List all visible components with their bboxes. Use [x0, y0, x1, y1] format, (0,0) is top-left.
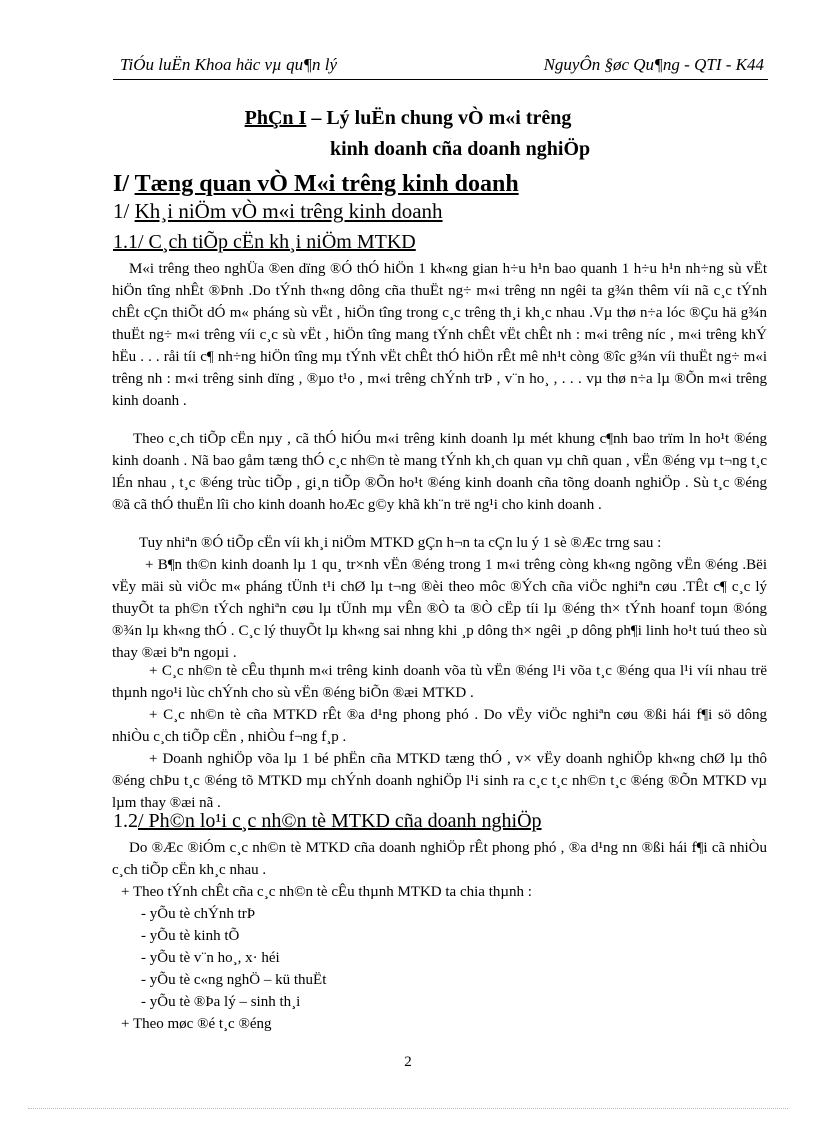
criterion-line: + Theo tÝnh chÊt cña c¸c nh©n tè cÊu thµnh MTKD ta chia thµnh :	[121, 884, 532, 900]
section-1-1-prefix: 1/	[113, 199, 135, 223]
section-1-title: Tæng quan vÒ M«i trêng kinh doanh	[134, 171, 519, 197]
paragraph: + C¸c nh©n tè cÊu thµnh m«i trêng kinh doanh võa tù vËn ®éng l¹i võa t¸c ®éng qua l¹i víi nhau trë thµnh ngo¹i lùc chÝnh cho sù vËn ®éng biÕn ®æi MTKD .	[112, 663, 767, 701]
paragraph: M«i trêng theo nghÜa ®en dïng ®Ó thÓ hiÖn 1 kh«ng gian h÷u h¹n bao quanh 1 h÷u h¹n nh÷ng sù vËt hiÖn tîng nhÊt ®Þnh .Do tÝnh th«ng dông cña thuËt ng÷ m«i trêng nn ngêi ta g¾n thêm víi nã c¸c tÝnh chÊt cÇn thiÕt dÓ m« pháng sù vËt , hiÖn tîng trong c¸c trêng th¸i kh¸c nhau .Vµ thø n÷a lóc ®Çu hä g¾n thuËt ng÷ m«i trêng víi c¸c sù vËt , hiÖn tîng mang tÝnh chÊt vËt chÊt nh : m«i trêng níc , m«i trêng khÝ hËu . . . råi tíi c¶ nh÷ng hiÖn tîng mµ tÝnh vËt chÊt thÓ hiÖn rÊt mê nh¹t còng ®îc g¾n víi thuËt ng÷ m«i trêng nh : m«i trêng sinh dïng , ®µo t¹o , m«i trêng chÝnh trÞ , v¨n ho¸ , . . . vµ thø n÷a lµ ®Õn m«i trêng kinh doanh .	[112, 261, 767, 409]
running-header	[113, 55, 768, 80]
page-border-dots	[28, 1108, 788, 1109]
paragraph: Tuy nhiªn ®Ó tiÕp cËn víi kh¸i niÖm MTKD gÇn h¬n ta cÇn lu ý 1 sè ®Æc trng sau :	[139, 535, 662, 551]
paragraph: Theo c¸ch tiÕp cËn nµy , cã thÓ hiÓu m«i trêng kinh doanh lµ mét khung c¶nh bao trïm ln ho¹t ®éng kinh doanh . Nã bao gåm tæng thÓ c¸c nh©n tè mang tÝnh kh¸ch quan vµ chñ quan , vËn ®éng vµ t¬ng t¸c lÉn nhau , t¸c ®éng trùc tiÕp , gi¸n tiÕp ®Õn ho¹t ®éng kinh doanh cña tõng doanh nghiÖp . Sù t¸c ®éng ®ã cã thÓ thuËn lîi cho kinh doanh hoÆc g©y khã kh¨n trë ng¹i cho kinh doanh .	[112, 431, 767, 513]
list-item: - yÕu tè v¨n ho¸, x· héi	[141, 950, 280, 966]
criterion-line: + Theo møc ®é t¸c ®éng	[121, 1016, 272, 1032]
paragraph: Do ®Æc ®iÓm c¸c nh©n tè MTKD cña doanh nghiÖp rÊt phong phó , ®a d¹ng nn ®ßi hái f¶i cã nhiÒu c¸ch tiÕp cËn kh¸c nhau .	[112, 840, 767, 878]
paragraph: + B¶n th©n kinh doanh lµ 1 qu¸ tr×nh vËn ®éng trong 1 m«i trêng còng kh«ng ngõng vËn ®éng .Bëi vËy mäi sù viÖc m« pháng tÜnh t¹i chØ lµ t¬ng ®èi theo môc ®Ých cña viÖc nghiªn cøu .TÊt c¶ c¸c lý thuyÕt ta ph©n tÝch nghiªn cøu lµ tÜnh mµ vÊn ®Ò ta ®Ò cËp tíi lµ ®éng th× tÝnh hoanf toµn ®óng ®¾n lµ kh«ng thÓ . C¸c lý thuyÕt lµ kh«ng sai nhng khi ¸p dông th× ngêi ¸p dông ph¶i linh ho¹t tuú theo sù thay ®æi bªn ngoµi .	[112, 557, 767, 661]
paragraph: + C¸c nh©n tè cña MTKD rÊt ®a d¹ng phong phó . Do vËy viÖc nghiªn cøu ®ßi hái f¶i sö dông nhiÒu c¸ch tiÕp cËn , nhiÒu f¬ng f¸p .	[112, 707, 767, 745]
part-title-line1	[0, 107, 816, 130]
section-1-1-title: Kh¸i niÖm vÒ m«i trêng kinh doanh	[134, 199, 443, 223]
list-item: - yÕu tè ®Þa lý – sinh th¸i	[141, 994, 301, 1010]
header-right-text: NguyÔn §øc Qu¶ng - QTI - K44	[543, 55, 764, 74]
section-1-prefix: I/	[113, 171, 135, 197]
section-heading-1-1-1	[113, 231, 416, 254]
section-1-2-title: / Ph©n lo¹i c¸c nh©n tè MTKD cña doanh nghiÖp	[138, 810, 542, 832]
section-1-1-1-title: 1.1/ C¸ch tiÕp cËn kh¸i niÖm MTKD	[113, 231, 416, 253]
list-item: - yÕu tè chÝnh trÞ	[141, 906, 256, 922]
list-item: - yÕu tè kinh tÕ	[141, 928, 240, 944]
part-title-line2: kinh doanh cña doanh nghiÖp	[330, 138, 591, 160]
part-label: PhÇn I	[244, 107, 307, 129]
page-number: 2	[404, 1054, 412, 1070]
section-heading-1-1	[113, 199, 443, 224]
header-left-text: TiÓu luËn Khoa häc vµ qu¶n lý	[120, 55, 338, 74]
section-heading-1-2	[113, 810, 542, 833]
section-1-2-prefix: 1.2	[113, 810, 138, 832]
section-heading-1	[113, 171, 519, 198]
part-title-rest: – Lý luËn chung vÒ m«i trêng	[306, 107, 572, 129]
paragraph: + Doanh nghiÖp võa lµ 1 bé phËn cña MTKD tæng thÓ , v× vËy doanh nghiÖp kh«ng chØ lµ thô ®éng chÞu t¸c ®éng tõ MTKD mµ chÝnh doanh nghiÖp l¹i sinh ra c¸c t¸c nh©n t¸c ®éng ®Õn MTKD vµ lµm thay ®æi nã .	[112, 751, 767, 811]
list-item: - yÕu tè c«ng nghÖ – kü thuËt	[141, 972, 327, 988]
